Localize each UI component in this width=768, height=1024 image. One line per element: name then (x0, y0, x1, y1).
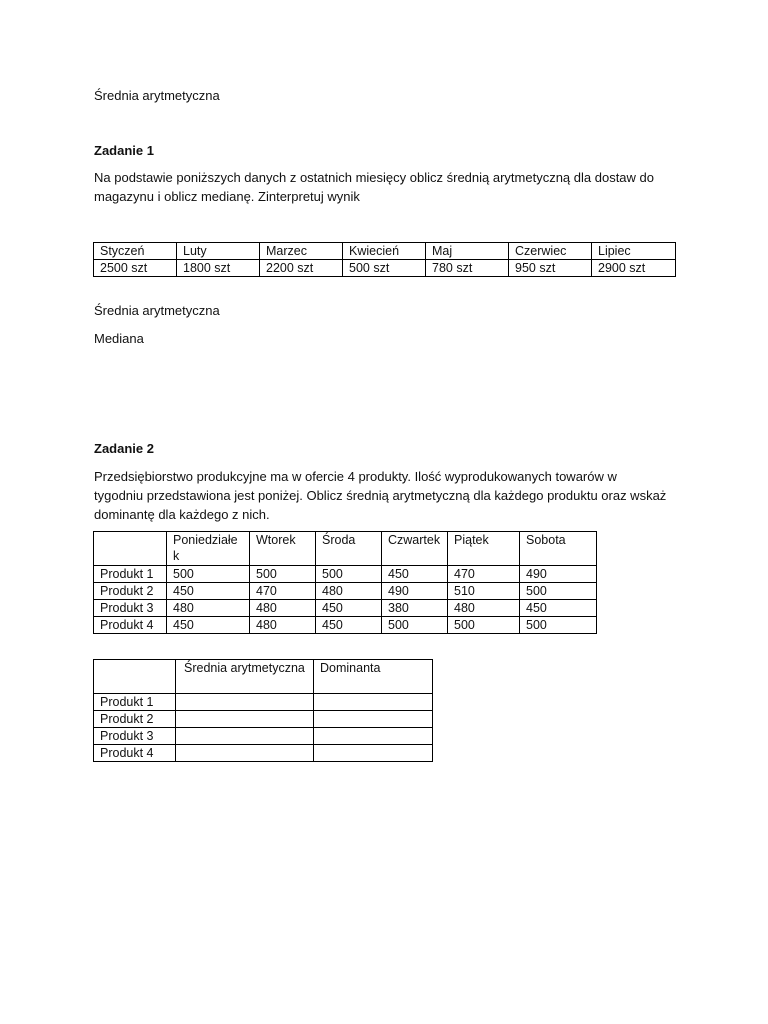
answer-cell-mean[interactable] (176, 711, 314, 728)
answer-cell-mean[interactable] (176, 745, 314, 762)
task2-instructions (94, 467, 694, 524)
table-cell: 500 (382, 617, 448, 634)
table-row (94, 711, 433, 728)
answer-header-mode: Dominanta (314, 660, 433, 694)
table-cell: 480 (448, 600, 520, 617)
task1-text-line: magazynu i oblicz medianę. Zinterpretuj wynik (94, 189, 360, 204)
task1-deliveries-table (93, 242, 676, 277)
answer-cell-mode[interactable] (314, 694, 433, 711)
table-cell-value: 2200 szt (260, 260, 343, 277)
table-cell-value: 2500 szt (94, 260, 177, 277)
product-label: Produkt 4 (94, 617, 167, 634)
table-cell-month: Maj (426, 243, 509, 260)
product-label: Produkt 1 (94, 566, 167, 583)
table-row (94, 243, 676, 260)
answer-cell-mode[interactable] (314, 728, 433, 745)
table-cell: 480 (250, 617, 316, 634)
table-cell: 450 (382, 566, 448, 583)
task2-text-line: Przedsiębiorstwo produkcyjne ma w ofercie 4 produkty. Ilość wyprodukowanych towarów w (94, 469, 617, 484)
table-cell: 480 (250, 600, 316, 617)
product-label: Produkt 4 (94, 745, 176, 762)
table-row (94, 583, 597, 600)
table-cell: 500 (316, 566, 382, 583)
table-row (94, 745, 433, 762)
task2-text-line: dominantę dla każdego z nich. (94, 507, 270, 522)
table-cell: 450 (520, 600, 597, 617)
table-corner-cell (94, 532, 167, 566)
table-cell-value: 500 szt (343, 260, 426, 277)
table-cell: 450 (167, 617, 250, 634)
table-cell: 380 (382, 600, 448, 617)
table-cell-month: Luty (177, 243, 260, 260)
table-row (94, 694, 433, 711)
table-cell-month: Lipiec (592, 243, 676, 260)
product-label: Produkt 3 (94, 600, 167, 617)
table-cell-value: 2900 szt (592, 260, 676, 277)
table-cell: 510 (448, 583, 520, 600)
document-title: Średnia arytmetyczna (94, 88, 220, 103)
table-row (94, 600, 597, 617)
table-cell-month: Czerwiec (509, 243, 592, 260)
product-label: Produkt 3 (94, 728, 176, 745)
table-cell-month: Marzec (260, 243, 343, 260)
answer-cell-mode[interactable] (314, 711, 433, 728)
table-header-day: Poniedziałek (167, 532, 250, 566)
table-cell: 480 (167, 600, 250, 617)
table-cell: 500 (520, 583, 597, 600)
table-cell-month: Styczeń (94, 243, 177, 260)
answer-header-mean: Średnia arytmetyczna (176, 660, 314, 694)
table-row (94, 728, 433, 745)
table-header-day: Sobota (520, 532, 597, 566)
table-header-day: Piątek (448, 532, 520, 566)
table-header-day: Środa (316, 532, 382, 566)
table-cell: 490 (382, 583, 448, 600)
answer-cell-mode[interactable] (314, 745, 433, 762)
task2-heading: Zadanie 2 (94, 441, 154, 456)
table-row (94, 260, 676, 277)
task2-answer-table (93, 659, 433, 762)
table-cell: 450 (316, 617, 382, 634)
table-cell: 500 (250, 566, 316, 583)
task1-heading: Zadanie 1 (94, 143, 154, 158)
table-header-day: Czwartek (382, 532, 448, 566)
table-row (94, 617, 597, 634)
table-header-row (94, 532, 597, 566)
table-header-row (94, 660, 433, 694)
table-cell-value: 950 szt (509, 260, 592, 277)
mean-label: Średnia arytmetyczna (94, 303, 220, 318)
table-cell: 500 (520, 617, 597, 634)
product-label: Produkt 2 (94, 583, 167, 600)
task1-instructions (94, 168, 694, 206)
table-cell: 470 (250, 583, 316, 600)
table-cell-month: Kwiecień (343, 243, 426, 260)
table-cell: 480 (316, 583, 382, 600)
task1-text-line: Na podstawie poniższych danych z ostatnich miesięcy oblicz średnią arytmetyczną dla dostaw do (94, 170, 654, 185)
table-header-day: Wtorek (250, 532, 316, 566)
table-cell: 490 (520, 566, 597, 583)
table-row (94, 566, 597, 583)
task2-production-table (93, 531, 597, 634)
table-cell-value: 1800 szt (177, 260, 260, 277)
table-cell-value: 780 szt (426, 260, 509, 277)
answer-cell-mean[interactable] (176, 728, 314, 745)
table-cell: 450 (316, 600, 382, 617)
product-label: Produkt 1 (94, 694, 176, 711)
product-label: Produkt 2 (94, 711, 176, 728)
table-cell: 500 (448, 617, 520, 634)
table-cell: 500 (167, 566, 250, 583)
table-corner-cell (94, 660, 176, 694)
answer-cell-mean[interactable] (176, 694, 314, 711)
task2-text-line: tygodniu przedstawiona jest poniżej. Oblicz średnią arytmetyczną dla każdego produktu oraz wskaż (94, 488, 667, 503)
table-cell: 470 (448, 566, 520, 583)
table-cell: 450 (167, 583, 250, 600)
median-label: Mediana (94, 331, 144, 346)
